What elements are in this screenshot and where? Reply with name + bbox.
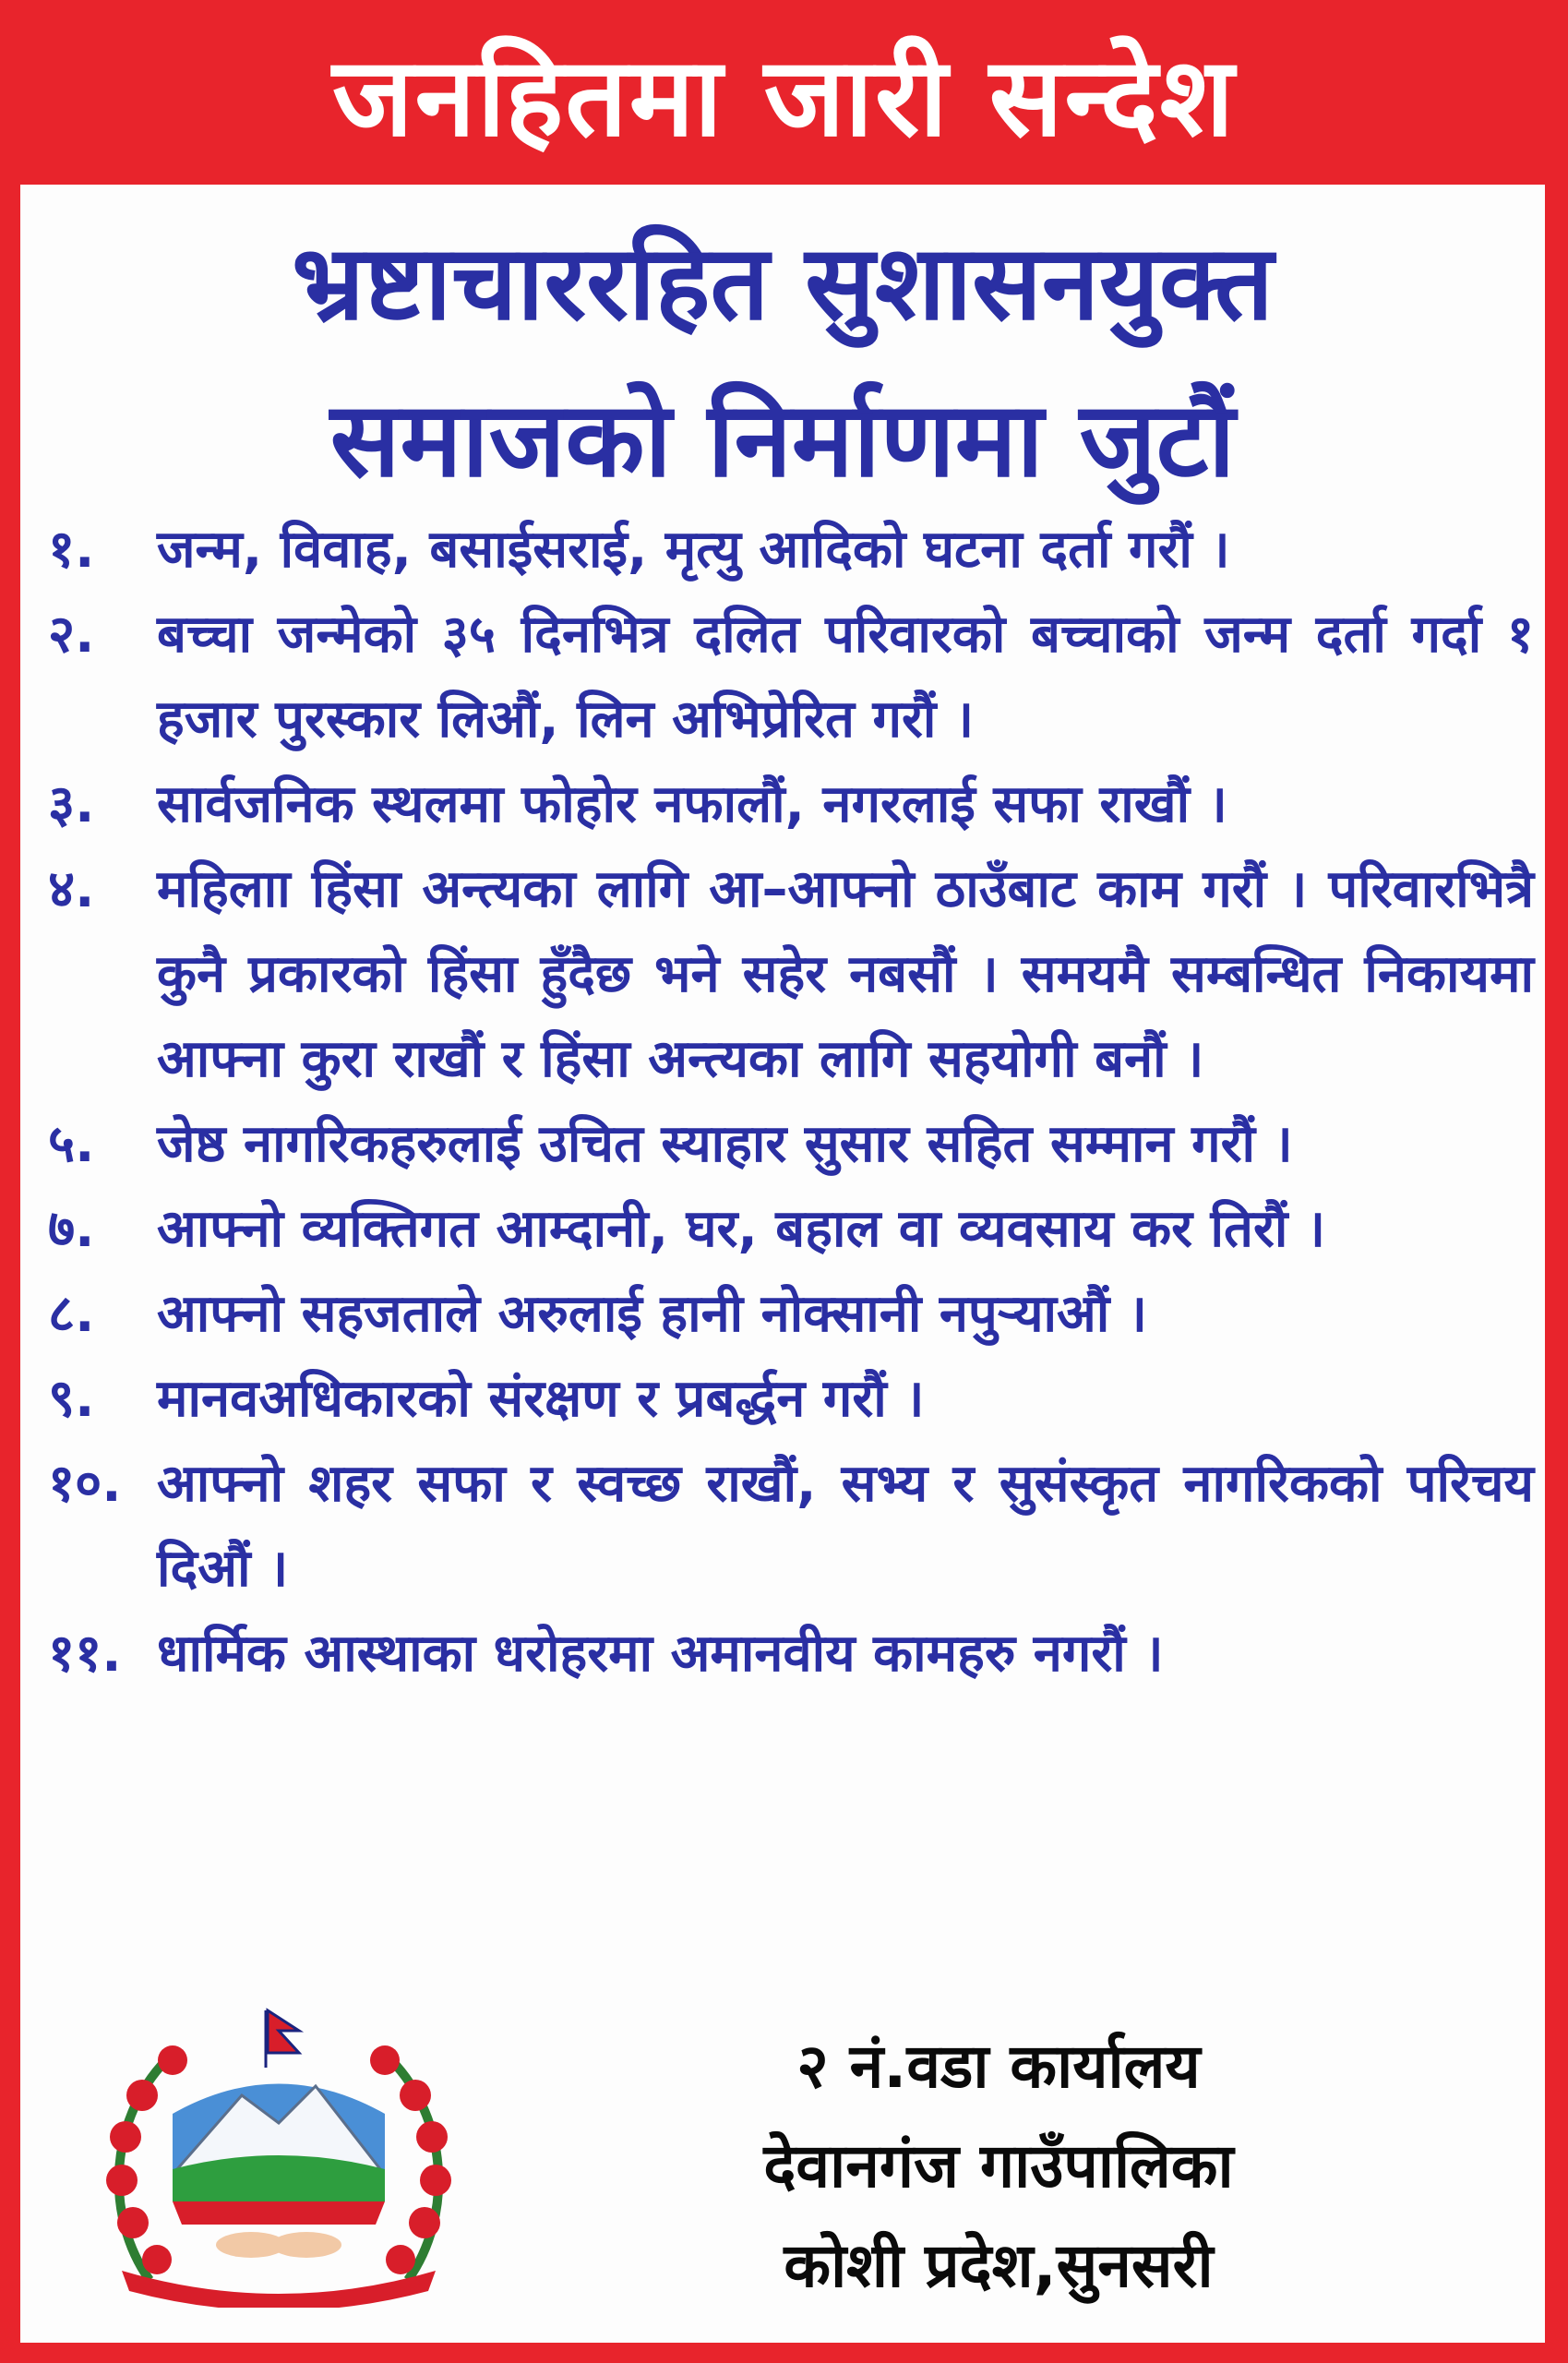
item-text: धार्मिक आस्थाका धरोहरमा अमानवीय कामहरु नगरौं । bbox=[157, 1624, 1164, 1684]
list-item bbox=[48, 1272, 1534, 1357]
list-item bbox=[48, 508, 1534, 593]
office-line-2: देवानगंज गाउँपालिका bbox=[763, 2130, 1234, 2201]
poster-title: जनहितमा जारी सन्देश bbox=[332, 32, 1236, 161]
item-number: १. bbox=[48, 520, 95, 580]
item-text: बच्चा जन्मेको ३५ दिनभित्र दलित परिवारको बच्चाको जन्म दर्ता गर्दा १ हजार पुरस्कार लिऔं, लिन अभिप्रेरित गरौं । bbox=[157, 605, 1534, 750]
item-number: ९. bbox=[48, 1369, 95, 1429]
item-text: मानवअधिकारको संरक्षण र प्रबर्द्धन गरौं । bbox=[157, 1369, 925, 1429]
item-number: २. bbox=[48, 605, 95, 665]
item-number: ४. bbox=[48, 859, 95, 919]
item-text: आफ्नो शहर सफा र स्वच्छ राखौं, सभ्य र सुसंस्कृत नागरिकको परिचय दिऔं । bbox=[157, 1454, 1534, 1599]
slogan bbox=[20, 205, 1545, 519]
item-number: ३. bbox=[48, 774, 95, 834]
list-item bbox=[48, 1357, 1534, 1442]
item-number: ७. bbox=[48, 1199, 95, 1259]
item-text: महिलाा हिंसा अन्त्यका लागि आ–आफ्नो ठाउँबाट काम गरौं । परिवारभित्रै कुनै प्रकारको हिंसा हुँदैछ भने सहेर नबसौं । समयमै सम्बन्धित निकायमा आफ्ना कुरा राखौं र हिंसा अन्त्यका लागि सहयोगी बनौं । bbox=[157, 859, 1534, 1089]
item-text: जेष्ठ नागरिकहरुलाई उचित स्याहार सुसार सहित सम्मान गरौं । bbox=[157, 1114, 1293, 1174]
item-text: आफ्नो सहजताले अरुलाई हानी नोक्सानी नपुऱ्याऔं । bbox=[157, 1284, 1148, 1344]
motto-ribbon bbox=[122, 2271, 436, 2308]
item-text: जन्म, विवाह, बसाईसराई, मृत्यु आदिको घटना दर्ता गरौं । bbox=[157, 520, 1230, 580]
list-item bbox=[48, 762, 1534, 847]
office-block bbox=[537, 2017, 1460, 2316]
item-number: १०. bbox=[48, 1454, 122, 1514]
office-line-3: कोशी प्रदेश,सुनसरी bbox=[784, 2230, 1214, 2301]
list-item bbox=[48, 847, 1534, 1102]
list-item bbox=[48, 1187, 1534, 1272]
item-number: ५. bbox=[48, 1114, 95, 1174]
item-text: आफ्नो व्यक्तिगत आम्दानी, घर, बहाल वा व्यवसाय कर तिरौं । bbox=[157, 1199, 1326, 1259]
mountain-icon bbox=[173, 2084, 385, 2225]
nepal-emblem-icon bbox=[85, 2003, 473, 2308]
message-list bbox=[48, 508, 1534, 1697]
content-panel bbox=[20, 185, 1545, 2343]
office-line-1: २ नं.वडा कार्यालय bbox=[796, 2031, 1201, 2102]
slogan-line-2: समाजको निर्माणमा जुटौं bbox=[329, 380, 1236, 500]
list-item bbox=[48, 1102, 1534, 1187]
item-number: ११. bbox=[48, 1624, 122, 1684]
handshake-icon bbox=[216, 2232, 341, 2258]
list-item bbox=[48, 1442, 1534, 1612]
list-item bbox=[48, 1612, 1534, 1697]
nepal-flag-icon bbox=[266, 2010, 299, 2068]
item-number: ८. bbox=[48, 1284, 95, 1344]
list-item bbox=[48, 593, 1534, 762]
item-text: सार्वजनिक स्थलमा फोहोर नफालौं, नगरलाई सफा राखौं । bbox=[157, 774, 1227, 834]
slogan-line-1: भ्रष्टाचाररहित सुशासनयुक्त bbox=[292, 223, 1274, 343]
